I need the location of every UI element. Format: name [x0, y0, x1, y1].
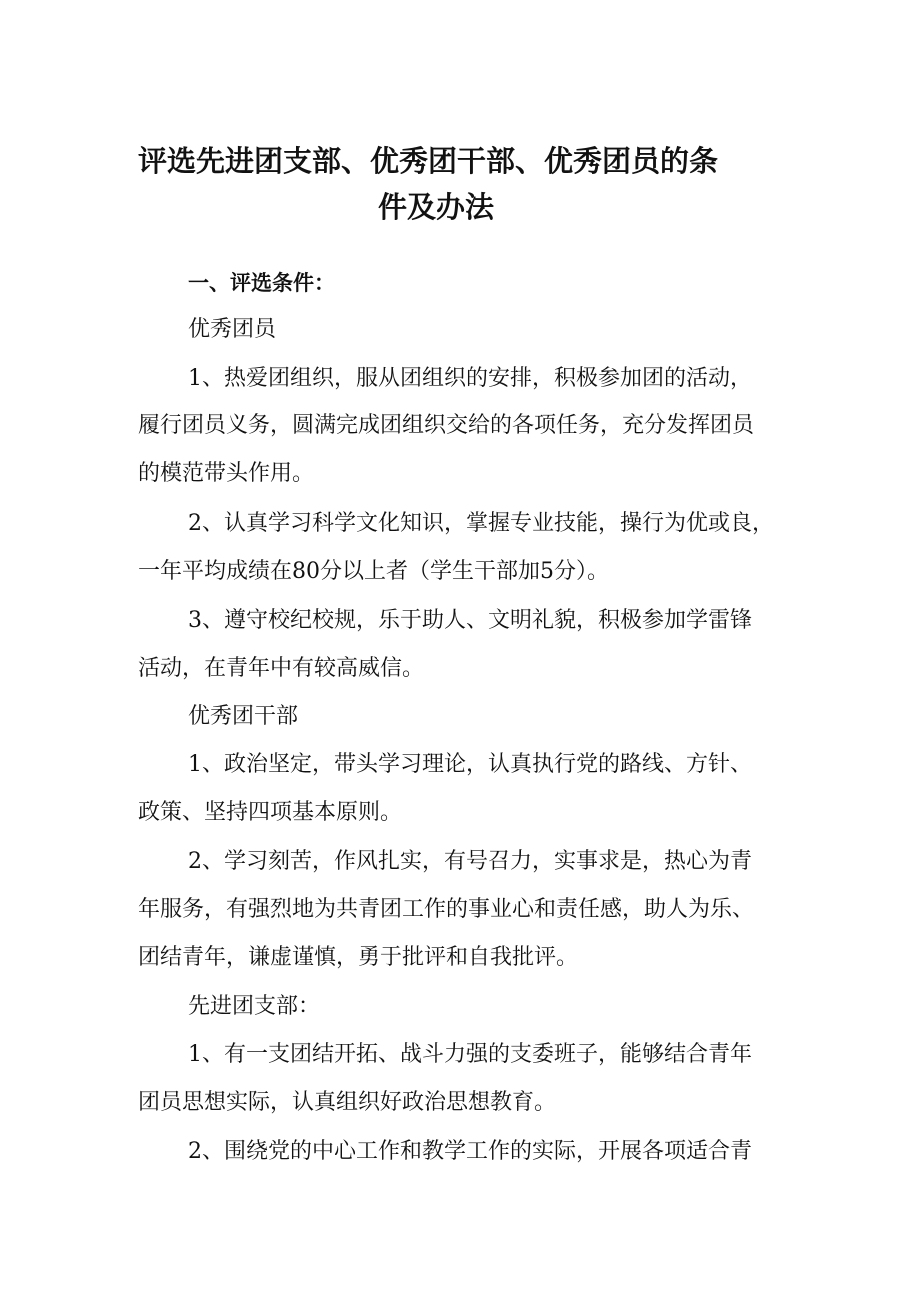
member-item-2-line-1: 2、认真学习科学文化知识，掌握专业技能，操行为优或良， — [188, 511, 774, 536]
cadre-item-2-line-1: 2、学习刻苦，作风扎实，有号召力，实事求是，热心为青 — [188, 849, 752, 874]
document-title-line-1: 评选先进团支部、优秀团干部、优秀团员的条 — [138, 144, 719, 178]
member-item-3-line-2: 活动，在青年中有较高威信。 — [138, 656, 425, 681]
subheading-advanced-branch: 先进团支部： — [188, 994, 321, 1019]
branch-item-1-line-1: 1、有一支团结开拓、战斗力强的支委班子，能够结合青年 — [188, 1042, 752, 1067]
subheading-excellent-cadre: 优秀团干部 — [188, 704, 299, 729]
section-heading-criteria: 一、评选条件： — [188, 271, 335, 295]
cadre-item-1-line-2: 政策、坚持四项基本原则。 — [138, 800, 403, 825]
branch-item-1-line-2: 团员思想实际，认真组织好政治思想教育。 — [138, 1090, 557, 1115]
branch-item-2-line-1: 2、围绕党的中心工作和教学工作的实际，开展各项适合青 — [188, 1139, 752, 1164]
subheading-excellent-member: 优秀团员 — [188, 317, 277, 342]
member-item-1-line-3: 的模范带头作用。 — [138, 461, 315, 486]
member-item-3-line-1: 3、遵守校纪校规，乐于助人、文明礼貌，积极参加学雷锋 — [188, 608, 752, 633]
cadre-item-2-line-3: 团结青年，谦虚谨慎，勇于批评和自我批评。 — [138, 945, 579, 970]
cadre-item-2-line-2: 年服务，有强烈地为共青团工作的事业心和责任感，助人为乐、 — [138, 897, 755, 922]
member-item-2-line-2: 一年平均成绩在80分以上者（学生干部加5分）。 — [138, 559, 609, 584]
cadre-item-1-line-1: 1、政治坚定，带头学习理论，认真执行党的路线、方针、 — [188, 752, 752, 777]
member-item-1-line-1: 1、热爱团组织，服从团组织的安排，积极参加团的活动， — [188, 366, 752, 391]
document-title-line-2: 件及办法 — [378, 190, 495, 224]
member-item-1-line-2: 履行团员义务，圆满完成团组织交给的各项任务，充分发挥团员 — [138, 413, 755, 438]
